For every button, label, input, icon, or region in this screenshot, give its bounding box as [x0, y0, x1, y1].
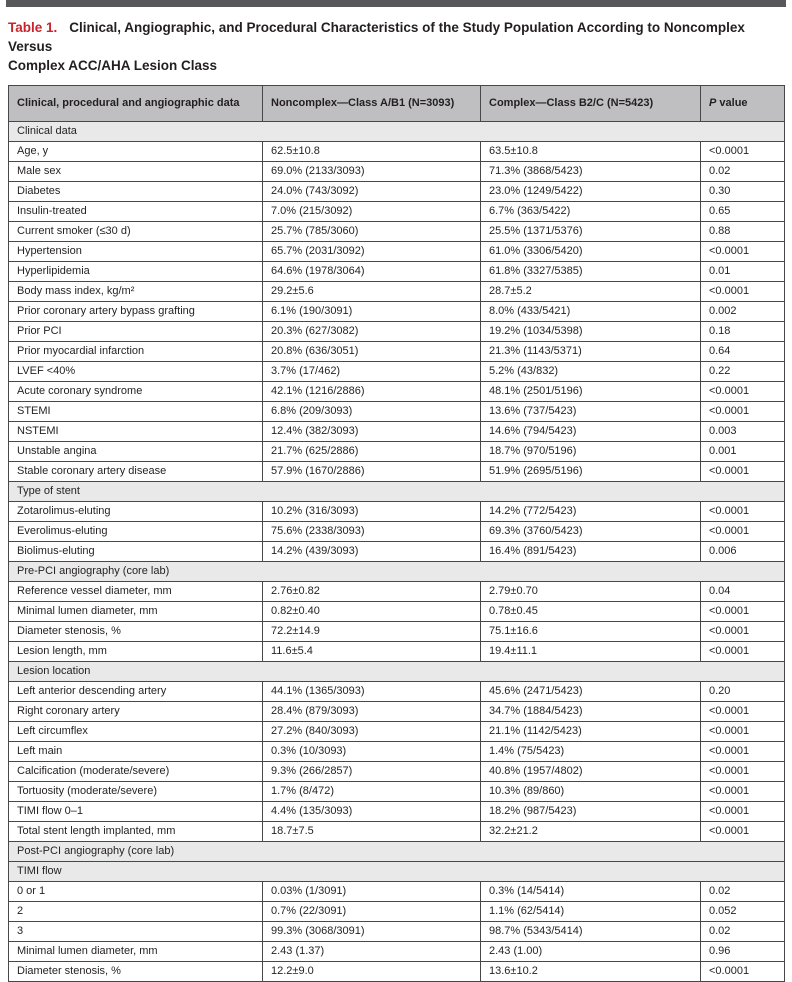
complex-value-cell: 1.4% (75/5423)	[481, 742, 701, 762]
data-row	[9, 302, 785, 322]
complex-value-cell: 1.1% (62/5414)	[481, 902, 701, 922]
complex-value-cell: 45.6% (2471/5423)	[481, 682, 701, 702]
noncomplex-value-cell: 62.5±10.8	[263, 142, 481, 162]
column-header-pvalue	[701, 86, 785, 122]
noncomplex-value-cell: 2.76±0.82	[263, 582, 481, 602]
p-value-cell: 0.30	[701, 182, 785, 202]
noncomplex-value-cell: 72.2±14.9	[263, 622, 481, 642]
noncomplex-value-cell: 44.1% (1365/3093)	[263, 682, 481, 702]
complex-value-cell: 48.1% (2501/5196)	[481, 382, 701, 402]
complex-value-cell: 10.3% (89/860)	[481, 782, 701, 802]
section-header-cell: Lesion location	[9, 662, 785, 682]
noncomplex-value-cell: 75.6% (2338/3093)	[263, 522, 481, 542]
complex-value-cell: 14.6% (794/5423)	[481, 422, 701, 442]
row-label-cell: LVEF <40%	[9, 362, 263, 382]
complex-value-cell: 61.0% (3306/5420)	[481, 242, 701, 262]
noncomplex-value-cell: 21.7% (625/2886)	[263, 442, 481, 462]
data-row	[9, 802, 785, 822]
complex-value-cell: 18.2% (987/5423)	[481, 802, 701, 822]
p-value-rest: value	[716, 97, 748, 109]
data-row	[9, 462, 785, 482]
table-body	[9, 122, 785, 982]
noncomplex-value-cell: 20.3% (627/3082)	[263, 322, 481, 342]
noncomplex-value-cell: 99.3% (3068/3091)	[263, 922, 481, 942]
noncomplex-value-cell: 28.4% (879/3093)	[263, 702, 481, 722]
row-label-cell: Age, y	[9, 142, 263, 162]
p-value-cell: <0.0001	[701, 722, 785, 742]
row-label-cell: Unstable angina	[9, 442, 263, 462]
row-label-cell: Minimal lumen diameter, mm	[9, 602, 263, 622]
data-row	[9, 702, 785, 722]
noncomplex-value-cell: 4.4% (135/3093)	[263, 802, 481, 822]
noncomplex-value-cell: 24.0% (743/3092)	[263, 182, 481, 202]
complex-value-cell: 16.4% (891/5423)	[481, 542, 701, 562]
p-value-cell: 0.20	[701, 682, 785, 702]
row-label-cell: Prior PCI	[9, 322, 263, 342]
data-row	[9, 882, 785, 902]
p-value-cell: 0.64	[701, 342, 785, 362]
row-label-cell: Zotarolimus-eluting	[9, 502, 263, 522]
section-row	[9, 662, 785, 682]
section-header-cell: Post-PCI angiography (core lab)	[9, 842, 785, 862]
complex-value-cell: 21.1% (1142/5423)	[481, 722, 701, 742]
noncomplex-value-cell: 6.1% (190/3091)	[263, 302, 481, 322]
data-row	[9, 502, 785, 522]
section-row	[9, 862, 785, 882]
table-number-label: Table 1.	[8, 20, 58, 35]
noncomplex-value-cell: 20.8% (636/3051)	[263, 342, 481, 362]
data-row	[9, 722, 785, 742]
row-label-cell: Stable coronary artery disease	[9, 462, 263, 482]
section-header-cell: Clinical data	[9, 122, 785, 142]
complex-value-cell: 71.3% (3868/5423)	[481, 162, 701, 182]
noncomplex-value-cell: 3.7% (17/462)	[263, 362, 481, 382]
row-label-cell: Reference vessel diameter, mm	[9, 582, 263, 602]
noncomplex-value-cell: 2.43 (1.37)	[263, 942, 481, 962]
noncomplex-value-cell: 7.0% (215/3092)	[263, 202, 481, 222]
row-label-cell: Minimal lumen diameter, mm	[9, 942, 263, 962]
p-value-italic: P	[709, 97, 717, 109]
complex-value-cell: 14.2% (772/5423)	[481, 502, 701, 522]
row-label-cell: 2	[9, 902, 263, 922]
data-row	[9, 202, 785, 222]
p-value-cell: 0.001	[701, 442, 785, 462]
row-label-cell: Total stent length implanted, mm	[9, 822, 263, 842]
complex-value-cell: 13.6% (737/5423)	[481, 402, 701, 422]
section-row	[9, 562, 785, 582]
data-row	[9, 922, 785, 942]
section-row	[9, 482, 785, 502]
complex-value-cell: 13.6±10.2	[481, 962, 701, 982]
p-value-cell: <0.0001	[701, 142, 785, 162]
row-label-cell: Diabetes	[9, 182, 263, 202]
row-label-cell: Tortuosity (moderate/severe)	[9, 782, 263, 802]
p-value-cell: <0.0001	[701, 462, 785, 482]
complex-value-cell: 8.0% (433/5421)	[481, 302, 701, 322]
noncomplex-value-cell: 0.3% (10/3093)	[263, 742, 481, 762]
data-row	[9, 382, 785, 402]
table-title-line2: Complex ACC/AHA Lesion Class	[8, 58, 218, 73]
p-value-cell: 0.052	[701, 902, 785, 922]
column-header-noncomplex: Noncomplex—Class A/B1 (N=3093)	[263, 86, 481, 122]
noncomplex-value-cell: 14.2% (439/3093)	[263, 542, 481, 562]
row-label-cell: Body mass index, kg/m²	[9, 282, 263, 302]
p-value-cell: <0.0001	[701, 642, 785, 662]
p-value-cell: <0.0001	[701, 602, 785, 622]
section-row	[9, 122, 785, 142]
complex-value-cell: 32.2±21.2	[481, 822, 701, 842]
p-value-cell: 0.002	[701, 302, 785, 322]
data-row	[9, 622, 785, 642]
data-row	[9, 902, 785, 922]
section-row	[9, 842, 785, 862]
row-label-cell: Hypertension	[9, 242, 263, 262]
data-row	[9, 602, 785, 622]
noncomplex-value-cell: 10.2% (316/3093)	[263, 502, 481, 522]
data-row	[9, 262, 785, 282]
p-value-cell: 0.65	[701, 202, 785, 222]
complex-value-cell: 51.9% (2695/5196)	[481, 462, 701, 482]
complex-value-cell: 63.5±10.8	[481, 142, 701, 162]
complex-value-cell: 69.3% (3760/5423)	[481, 522, 701, 542]
data-row	[9, 162, 785, 182]
column-header-complex: Complex—Class B2/C (N=5423)	[481, 86, 701, 122]
data-row	[9, 442, 785, 462]
complex-value-cell: 5.2% (43/832)	[481, 362, 701, 382]
complex-value-cell: 25.5% (1371/5376)	[481, 222, 701, 242]
complex-value-cell: 21.3% (1143/5371)	[481, 342, 701, 362]
row-label-cell: Left circumflex	[9, 722, 263, 742]
p-value-cell: 0.006	[701, 542, 785, 562]
row-label-cell: Diameter stenosis, %	[9, 962, 263, 982]
noncomplex-value-cell: 42.1% (1216/2886)	[263, 382, 481, 402]
p-value-cell: <0.0001	[701, 242, 785, 262]
complex-value-cell: 0.3% (14/5414)	[481, 882, 701, 902]
p-value-cell: 0.88	[701, 222, 785, 242]
p-value-cell: 0.003	[701, 422, 785, 442]
noncomplex-value-cell: 64.6% (1978/3064)	[263, 262, 481, 282]
data-row	[9, 582, 785, 602]
row-label-cell: TIMI flow 0–1	[9, 802, 263, 822]
data-row	[9, 742, 785, 762]
noncomplex-value-cell: 1.7% (8/472)	[263, 782, 481, 802]
data-row	[9, 222, 785, 242]
complex-value-cell: 2.43 (1.00)	[481, 942, 701, 962]
p-value-cell: 0.18	[701, 322, 785, 342]
row-label-cell: Male sex	[9, 162, 263, 182]
p-value-cell: 0.22	[701, 362, 785, 382]
p-value-cell: <0.0001	[701, 802, 785, 822]
noncomplex-value-cell: 18.7±7.5	[263, 822, 481, 842]
section-header-cell: Type of stent	[9, 482, 785, 502]
p-value-cell: <0.0001	[701, 522, 785, 542]
data-row	[9, 522, 785, 542]
noncomplex-value-cell: 29.2±5.6	[263, 282, 481, 302]
data-row	[9, 822, 785, 842]
complex-value-cell: 18.7% (970/5196)	[481, 442, 701, 462]
row-label-cell: Biolimus-eluting	[9, 542, 263, 562]
data-row	[9, 362, 785, 382]
row-label-cell: Everolimus-eluting	[9, 522, 263, 542]
data-row	[9, 342, 785, 362]
characteristics-table	[8, 85, 785, 982]
noncomplex-value-cell: 12.2±9.0	[263, 962, 481, 982]
top-rule	[6, 0, 786, 7]
p-value-cell: <0.0001	[701, 402, 785, 422]
complex-value-cell: 19.2% (1034/5398)	[481, 322, 701, 342]
row-label-cell: 0 or 1	[9, 882, 263, 902]
noncomplex-value-cell: 57.9% (1670/2886)	[263, 462, 481, 482]
p-value-cell: 0.01	[701, 262, 785, 282]
data-row	[9, 242, 785, 262]
noncomplex-value-cell: 11.6±5.4	[263, 642, 481, 662]
data-row	[9, 282, 785, 302]
p-value-cell: <0.0001	[701, 502, 785, 522]
data-row	[9, 682, 785, 702]
table-header-row	[9, 86, 785, 122]
row-label-cell: Right coronary artery	[9, 702, 263, 722]
noncomplex-value-cell: 27.2% (840/3093)	[263, 722, 481, 742]
complex-value-cell: 75.1±16.6	[481, 622, 701, 642]
complex-value-cell: 19.4±11.1	[481, 642, 701, 662]
data-row	[9, 142, 785, 162]
data-row	[9, 182, 785, 202]
noncomplex-value-cell: 0.7% (22/3091)	[263, 902, 481, 922]
noncomplex-value-cell: 6.8% (209/3093)	[263, 402, 481, 422]
row-label-cell: Hyperlipidemia	[9, 262, 263, 282]
column-header-label: Clinical, procedural and angiographic data	[9, 86, 263, 122]
complex-value-cell: 28.7±5.2	[481, 282, 701, 302]
table-title-line1: Clinical, Angiographic, and Procedural Characteristics of the Study Population According to Noncomplex Versus	[8, 20, 745, 54]
data-row	[9, 762, 785, 782]
noncomplex-value-cell: 0.82±0.40	[263, 602, 481, 622]
row-label-cell: Lesion length, mm	[9, 642, 263, 662]
row-label-cell: Calcification (moderate/severe)	[9, 762, 263, 782]
noncomplex-value-cell: 12.4% (382/3093)	[263, 422, 481, 442]
data-row	[9, 542, 785, 562]
data-row	[9, 422, 785, 442]
p-value-cell: 0.04	[701, 582, 785, 602]
noncomplex-value-cell: 9.3% (266/2857)	[263, 762, 481, 782]
row-label-cell: Insulin-treated	[9, 202, 263, 222]
data-row	[9, 962, 785, 982]
p-value-cell: 0.96	[701, 942, 785, 962]
noncomplex-value-cell: 69.0% (2133/3093)	[263, 162, 481, 182]
p-value-cell: <0.0001	[701, 382, 785, 402]
data-row	[9, 642, 785, 662]
data-row	[9, 942, 785, 962]
complex-value-cell: 34.7% (1884/5423)	[481, 702, 701, 722]
complex-value-cell: 6.7% (363/5422)	[481, 202, 701, 222]
row-label-cell: Left main	[9, 742, 263, 762]
noncomplex-value-cell: 0.03% (1/3091)	[263, 882, 481, 902]
complex-value-cell: 61.8% (3327/5385)	[481, 262, 701, 282]
row-label-cell: Diameter stenosis, %	[9, 622, 263, 642]
row-label-cell: Prior coronary artery bypass grafting	[9, 302, 263, 322]
p-value-cell: <0.0001	[701, 282, 785, 302]
row-label-cell: Current smoker (≤30 d)	[9, 222, 263, 242]
row-label-cell: Left anterior descending artery	[9, 682, 263, 702]
table-title	[8, 18, 784, 75]
p-value-cell: 0.02	[701, 162, 785, 182]
data-row	[9, 402, 785, 422]
data-row	[9, 322, 785, 342]
complex-value-cell: 2.79±0.70	[481, 582, 701, 602]
section-header-cell: Pre-PCI angiography (core lab)	[9, 562, 785, 582]
noncomplex-value-cell: 65.7% (2031/3092)	[263, 242, 481, 262]
p-value-cell: <0.0001	[701, 822, 785, 842]
row-label-cell: STEMI	[9, 402, 263, 422]
complex-value-cell: 23.0% (1249/5422)	[481, 182, 701, 202]
row-label-cell: NSTEMI	[9, 422, 263, 442]
p-value-cell: <0.0001	[701, 962, 785, 982]
complex-value-cell: 0.78±0.45	[481, 602, 701, 622]
noncomplex-value-cell: 25.7% (785/3060)	[263, 222, 481, 242]
row-label-cell: Acute coronary syndrome	[9, 382, 263, 402]
p-value-cell: <0.0001	[701, 622, 785, 642]
p-value-cell: 0.02	[701, 882, 785, 902]
complex-value-cell: 40.8% (1957/4802)	[481, 762, 701, 782]
row-label-cell: Prior myocardial infarction	[9, 342, 263, 362]
p-value-cell: 0.02	[701, 922, 785, 942]
p-value-cell: <0.0001	[701, 762, 785, 782]
row-label-cell: 3	[9, 922, 263, 942]
p-value-cell: <0.0001	[701, 702, 785, 722]
complex-value-cell: 98.7% (5343/5414)	[481, 922, 701, 942]
p-value-cell: <0.0001	[701, 742, 785, 762]
section-header-cell: TIMI flow	[9, 862, 785, 882]
p-value-cell: <0.0001	[701, 782, 785, 802]
data-row	[9, 782, 785, 802]
